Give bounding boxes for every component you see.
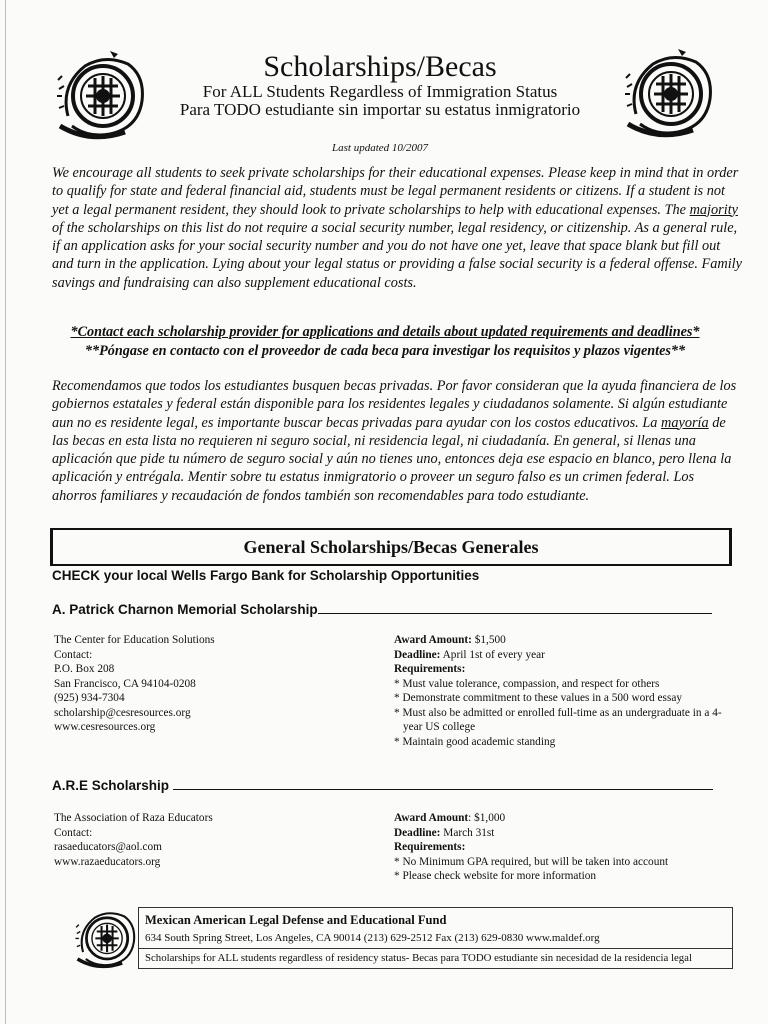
subtitle-english: For ALL Students Regardless of Immigration Status xyxy=(202,82,558,101)
emphasis-mayoria: mayoría xyxy=(661,414,709,431)
requirement-item: * No Minimum GPA required, but will be taken into account xyxy=(394,855,669,868)
aztec-seal-small-icon xyxy=(70,904,140,970)
scholarship-details-block xyxy=(394,633,734,749)
aztec-seal-right-icon xyxy=(618,44,718,140)
contact-email[interactable]: scholarship@cesresources.org xyxy=(54,706,191,719)
requirement-item: * Maintain good academic standing xyxy=(394,735,556,748)
deadline: Deadline: April 1st of every year xyxy=(394,648,545,661)
maldef-name: Mexican American Legal Defense and Educational Fund xyxy=(145,913,447,927)
contact-line: (925) 934-7304 xyxy=(54,692,125,704)
wells-fargo-note: CHECK your local Wells Fargo Bank for Scholarship Opportunities xyxy=(52,568,480,583)
scholarship-title: A. Patrick Charnon Memorial Scholarship xyxy=(52,602,712,617)
contact-line: The Center for Education Solutions xyxy=(54,634,215,646)
requirement-item: * Must value tolerance, compassion, and respect for others xyxy=(394,677,660,690)
subtitle-spanish: Para TODO estudiante sin importar su estatus inmigratorio xyxy=(179,100,581,119)
contact-notice-english: *Contact each scholarship provider for applications and details about updated requirements and deadlines* xyxy=(70,324,700,340)
requirements-label: Requirements: xyxy=(394,841,466,853)
page-edge-line xyxy=(5,0,6,1024)
page-title: Scholarships/Becas xyxy=(263,50,497,83)
maldef-box xyxy=(138,907,733,969)
contact-website[interactable]: www.cesresources.org xyxy=(54,721,156,733)
contact-line: San Francisco, CA 94104-0208 xyxy=(54,677,196,690)
requirement-item: * Demonstrate commitment to these values in a 500 word essay xyxy=(394,692,683,704)
award-amount: Award Amount: $1,000 xyxy=(394,812,506,824)
requirements-label: Requirements: xyxy=(394,663,466,675)
intro-paragraph-spanish: Recomendamos que todos los estudiantes busquen becas privadas. Por favor consideran que la ayuda financiera de los gobiernos estatales y federal están disponible para los residentes legales y ciudadanos solamente. Si algún estudiante aun no es residente legal, es importante buscar becas privadas para ayudar con los costos educativos. La mayoría de las becas en esta lista no requieren ni seguro social, ni residencia legal, ni ciudadanía. En general, si llenas una aplicación que pide tu número de seguro social y aún no tienes uno, entonces deja ese espacio en blanco, pero llena la aplicación y entrégala. Mentir sobre tu estatus inmigratorio o proveer un seguro falso es un crimen federal. Los ahorros familiares y recaudación de fondos también son recomendables para todo estudiante. xyxy=(52,378,737,504)
last-updated-note: Last updated 10/2007 xyxy=(332,142,428,154)
contact-line: The Association of Raza Educators xyxy=(54,812,213,824)
contact-line: Contact: xyxy=(54,826,93,839)
deadline: Deadline: March 31st xyxy=(394,826,495,839)
scholarship-title: A.R.E Scholarship xyxy=(52,778,713,793)
requirement-item: * Must also be admitted or enrolled full-time as an undergraduate in a 4-year US college xyxy=(394,706,722,733)
requirement-item: * Please check website for more information xyxy=(394,870,597,882)
maldef-note: Scholarships for ALL students regardless of residency status- Becas para TODO estudiante sin necesidad de la residencia legal xyxy=(139,948,732,967)
contact-notice-spanish: **Póngase en contacto con el proveedor de cada beca para investigar los requisitos y plazos vigentes** xyxy=(84,343,686,359)
section-heading-general-scholarships: General Scholarships/Becas Generales xyxy=(50,528,732,566)
contact-email[interactable]: rasaeducators@aol.com xyxy=(54,841,162,853)
maldef-address: 634 South Spring Street, Los Angeles, CA 90014 (213) 629-2512 Fax (213) 629-0830 www.maldef.org xyxy=(145,932,600,944)
intro-paragraph-english: We encourage all students to seek private scholarships for their educational expenses. Please keep in mind that in order to qualify for state and federal financial aid, students must be legal permanent residents or citizens. If a student is not yet a legal permanent resident, they should look to private scholarships to help with educational expenses. The majority of the scholarships on this list do not require a social security number, legal residency, or citizenship. As a general rule, if an application asks for your social security number and you do not have one yet, leave that space blank but fill out and turn in the application. Lying about your legal status or providing a false social security is a federal offense. Family savings and fundraising can also supplement educational costs. xyxy=(52,165,742,291)
scholarship-contact-block xyxy=(54,811,354,869)
contact-line: Contact: xyxy=(54,648,93,661)
contact-line: P.O. Box 208 xyxy=(54,663,115,675)
contact-website[interactable]: www.razaeducators.org xyxy=(54,855,161,868)
award-amount: Award Amount: $1,500 xyxy=(394,634,506,646)
emphasis-majority: majority xyxy=(689,201,739,218)
aztec-seal-left-icon xyxy=(50,46,150,142)
scholarship-contact-block xyxy=(54,633,354,735)
scholarship-details-block xyxy=(394,811,734,884)
